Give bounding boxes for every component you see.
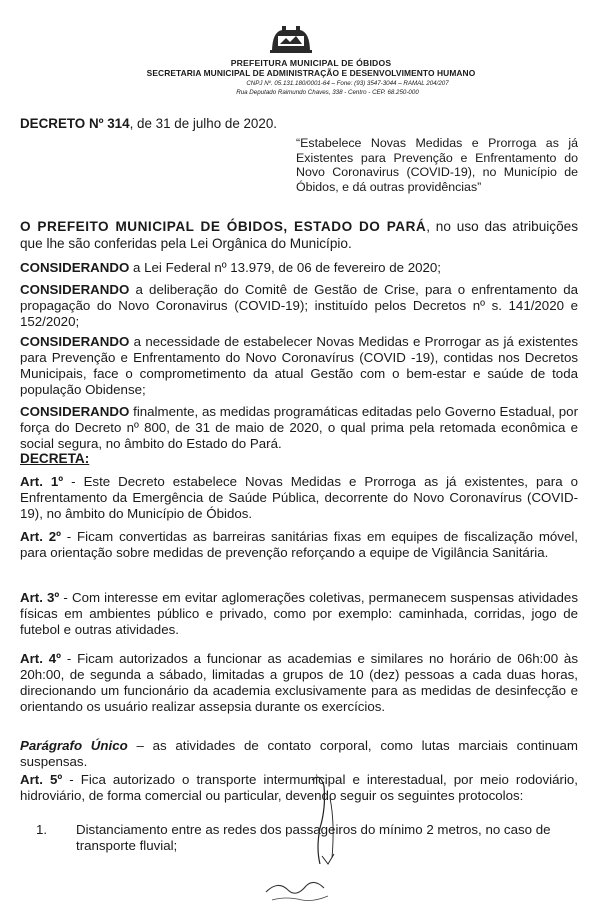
article-text: - Fica autorizado o transporte intermunicipal e interestadual, por meio rodoviário, hidroviário, de forma comercial ou particular, devendo seguir os seguintes protocolos: bbox=[20, 772, 578, 803]
article-text: - Ficam convertidas as barreiras sanitárias fixas em equipes de fiscalização móvel, para orientação sobre medidas de prevenção reforçando a equipe de Vigilância Sanitária. bbox=[20, 529, 578, 560]
paragrafo-unico bbox=[20, 738, 578, 770]
handwritten-signature bbox=[290, 768, 380, 878]
letterhead-address: Rua Deputado Raimundo Chaves, 338 - Centro - CEP. 68.250-000 bbox=[236, 89, 419, 96]
article-text: - Este Decreto estabelece Novas Medidas e Prorroga as já existentes, para o Enfrentamento da Emergência de Saúde Pública, decorrente do Novo Coronavírus (COVID-19), no âmbito do Município de Óbidos. bbox=[20, 474, 578, 521]
considerando-4 bbox=[20, 404, 578, 452]
article-lead: Art. 3º bbox=[20, 590, 60, 605]
considerando-lead: CONSIDERANDO bbox=[20, 334, 130, 349]
article-text: - Com interesse em evitar aglomerações coletivas, permanecem suspensas atividades físicas em ambientes público e privado, como por exemplo: caminhada, corridas, jogo de futebol e outras atividades. bbox=[20, 590, 578, 637]
considerando-2 bbox=[20, 282, 578, 330]
preamble-text: , no uso das atribuições que lhe são conferidas pela Lei Orgânica do Município. bbox=[20, 219, 578, 251]
considerando-text: a deliberação do Comitê de Gestão de Crise, para o enfrentamento da propagação do Novo Coronavirus (COVID-19); instituído pelos Decretos nº s. 141/2020 e 152/2020; bbox=[20, 282, 578, 329]
letterhead bbox=[0, 0, 600, 105]
article-2 bbox=[20, 529, 578, 561]
article-lead: Art. 1º bbox=[20, 474, 64, 489]
article-lead: Art. 5º bbox=[20, 772, 63, 787]
considerando-lead: CONSIDERANDO bbox=[20, 282, 130, 297]
considerando-text: a Lei Federal nº 13.979, de 06 de fevereiro de 2020; bbox=[129, 260, 441, 275]
article-1 bbox=[20, 474, 578, 522]
decree-date: , de 31 de julho de 2020. bbox=[129, 116, 277, 131]
paragrafo-lead: Parágrafo Único bbox=[20, 738, 128, 753]
paragrafo-text: – as atividades de contato corporal, como lutas marciais continuam suspensas. bbox=[20, 738, 578, 769]
article-lead: Art. 2º bbox=[20, 529, 61, 544]
preamble-lead: O PREFEITO MUNICIPAL DE ÓBIDOS, ESTADO DO PARÁ bbox=[20, 219, 427, 234]
considerando-text: finalmente, as medidas programáticas editadas pelo Governo Estadual, por força do Decreto nº 800, de 31 de maio de 2020, o qual prima pela retomada econômica e social segura, no âmbito do Estado do Pará. bbox=[20, 404, 578, 451]
letterhead-secretaria: SECRETARIA MUNICIPAL DE ADMINISTRAÇÃO E DESENVOLVIMENTO HUMANO bbox=[146, 68, 476, 78]
considerando-lead: CONSIDERANDO bbox=[20, 260, 130, 275]
decree-title bbox=[20, 116, 578, 132]
letterhead-prefeitura: PREFEITURA MUNICIPAL DE ÓBIDOS bbox=[230, 58, 392, 68]
article-4 bbox=[20, 651, 578, 715]
preamble bbox=[20, 218, 578, 252]
considerando-lead: CONSIDERANDO bbox=[20, 404, 130, 419]
considerando-3 bbox=[20, 334, 578, 398]
protocol-item-number: 1. bbox=[36, 822, 48, 837]
letterhead-cnpj: CNPJ Nº. 05.131.180/0001-64 – Fone: (93) 3547-3044 – RAMAL 204/207 bbox=[246, 80, 449, 87]
decree-number: DECRETO Nº 314 bbox=[20, 116, 130, 131]
considerando-1 bbox=[20, 260, 578, 276]
initials-mark bbox=[258, 870, 338, 906]
protocol-item-text: Distanciamento entre as redes dos passageiros do mínimo 2 metros, no caso de transporte fluvial; bbox=[76, 822, 551, 853]
decreta-heading: DECRETA: bbox=[20, 451, 90, 466]
article-text: - Ficam autorizados a funcionar as academias e similares no horário de 06h:00 às 20h:00, de segunda a sábado, limitadas a grupos de 10 (dez) pessoas a cada duas horas, direcionando um funcionário da academia exclusivamente para as medidas de desinfecção e orientando os usuário realizar assepsia durante os exercícios. bbox=[20, 651, 578, 714]
municipal-crest-icon bbox=[268, 24, 314, 54]
considerando-text: a necessidade de estabelecer Novas Medidas e Prorrogar as já existentes para Prevenção e Enfrentamento do Novo Coronavírus (COVID -19), contidas nos Decretos Municipais, face o comprometimento da atual Gestão com o bem-estar e saúde de toda população Obidense; bbox=[20, 334, 578, 397]
article-lead: Art. 4º bbox=[20, 651, 61, 666]
article-3 bbox=[20, 590, 578, 638]
decree-ementa: “Estabelece Novas Medidas e Prorroga as já Existentes para Prevenção e Enfrentamento do Novo Coronavirus (COVID-19), no Município de Óbidos, e dá outras providências” bbox=[296, 136, 578, 194]
